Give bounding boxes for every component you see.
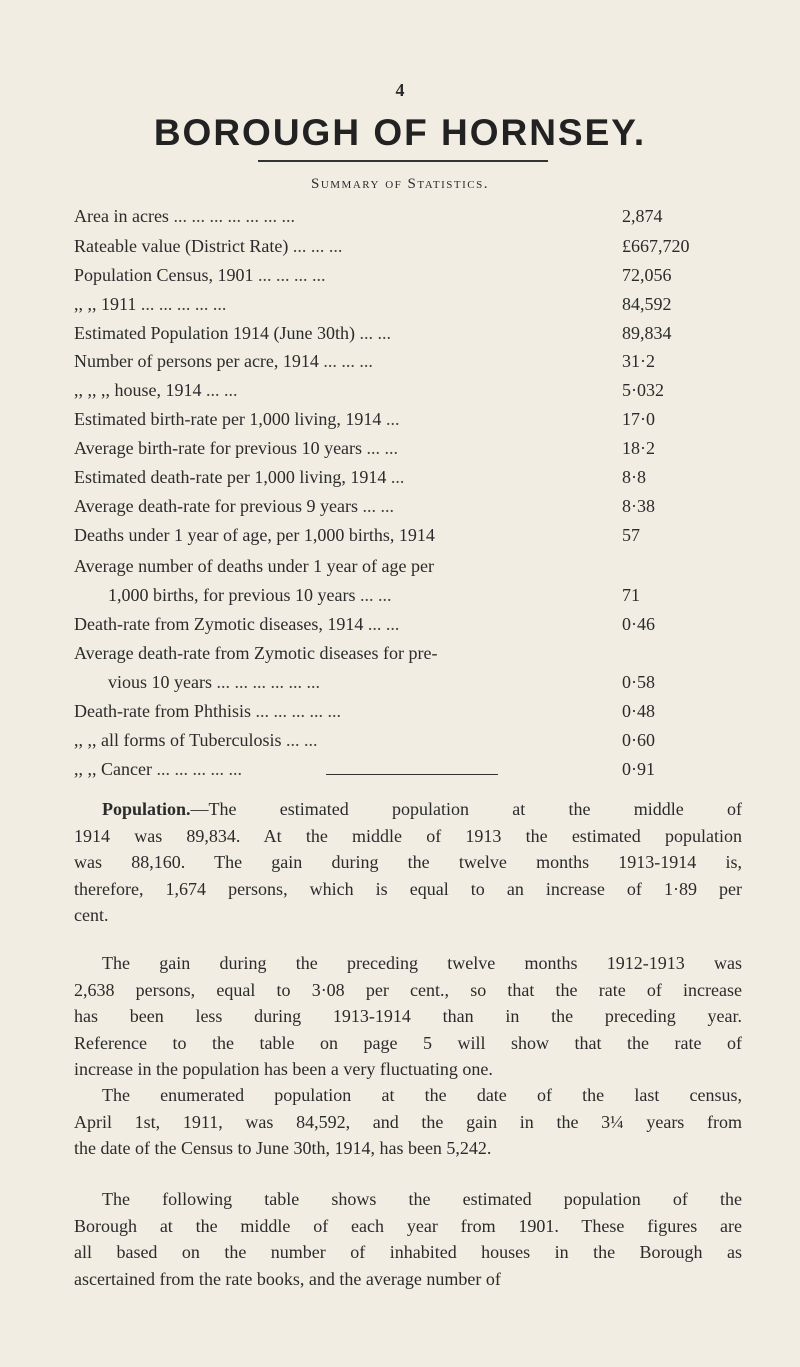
paragraph-text: the date of the Census to June 30th, 1914, has been 5,242. — [74, 1138, 492, 1158]
stat-label: Average death-rate for previous 9 years ... ... — [74, 496, 395, 516]
leader-dots: ... ... ... ... ... — [140, 294, 227, 314]
stat-value: 2,874 — [622, 206, 663, 226]
stat-label: ,, ,, all forms of Tuberculosis ... ... — [74, 730, 318, 750]
stat-value: 8·8 — [622, 467, 646, 487]
leader-dots: ... — [385, 409, 400, 429]
stat-label: ,, ,, 1911 ... ... ... ... ... — [74, 294, 227, 314]
section-subtitle: Summary of Statistics. — [310, 176, 490, 192]
paragraph — [74, 1082, 742, 1162]
stat-label: ,, ,, Cancer ... ... ... ... ... — [74, 759, 242, 779]
stat-value: 31·2 — [622, 351, 655, 371]
paragraph-line — [74, 849, 742, 876]
paragraph-text: Borough at the middle of each year from 1901. These figures are — [74, 1215, 742, 1236]
paragraph-text: —The estimated population at the middle of — [190, 799, 742, 819]
paragraph-line — [74, 876, 742, 903]
stat-value: 18·2 — [622, 438, 655, 458]
paragraph-line — [74, 1003, 742, 1030]
stat-value: 0·91 — [622, 759, 655, 779]
stat-value: 0·60 — [622, 730, 655, 750]
paragraph-line — [74, 1266, 742, 1293]
leader-dots: ... ... — [286, 730, 318, 750]
paragraph-text: 2,638 persons, equal to 3·08 per cent., so that the rate of increase — [74, 979, 742, 1000]
stat-label: Average birth-rate for previous 10 years ... ... — [74, 438, 399, 458]
stat-label: Population Census, 1901 ... ... ... ... — [74, 265, 326, 285]
leader-dots: ... ... ... ... — [258, 265, 326, 285]
paragraph-text: cent. — [74, 905, 109, 925]
stat-label: Death-rate from Phthisis ... ... ... ... ... — [74, 701, 341, 721]
paragraph — [74, 796, 742, 929]
stat-value: 57 — [622, 525, 640, 545]
page-number: 4 — [395, 80, 405, 100]
paragraph-line — [74, 796, 742, 823]
paragraph-text: has been less during 1913-1914 than in the preceding year. — [74, 1006, 742, 1026]
stat-label: 1,000 births, for previous 10 years ... ... — [108, 585, 392, 605]
leader-dots: ... ... — [367, 614, 400, 634]
paragraph-text: all based on the number of inhabited houses in the Borough as — [74, 1242, 742, 1262]
stat-label: Area in acres ... ... ... ... ... ... ... — [74, 206, 295, 226]
stat-value: £667,720 — [622, 236, 690, 256]
paragraph-line — [74, 902, 742, 929]
stat-label: Death-rate from Zymotic diseases, 1914 ... ... — [74, 614, 400, 634]
stat-label: Estimated death-rate per 1,000 living, 1914 ... — [74, 467, 405, 487]
leader-dots: ... ... ... — [323, 351, 373, 371]
leader-dots: ... ... — [206, 380, 238, 400]
leader-dots: ... ... ... ... ... — [255, 701, 341, 721]
paragraph-text: ascertained from the rate books, and the average number of — [74, 1268, 501, 1289]
paragraph-text: The following table shows the estimated population of the — [102, 1189, 742, 1209]
leader-dots: ... ... — [362, 496, 395, 516]
page-title: BOROUGH OF HORNSEY. — [153, 112, 647, 153]
paragraph-line — [74, 1186, 742, 1213]
stat-label: Rateable value (District Rate) ... ... ... — [74, 236, 343, 256]
paragraph-line — [74, 823, 742, 850]
stat-value: 0·48 — [622, 701, 655, 721]
stat-value: 89,834 — [622, 323, 672, 343]
paragraph-text: was 88,160. The gain during the twelve months 1913-1914 is, — [74, 852, 742, 872]
stat-value: 84,592 — [622, 294, 672, 314]
paragraph-line — [74, 1109, 742, 1136]
paragraph-line — [74, 977, 742, 1004]
paragraph — [74, 1186, 742, 1292]
paragraph — [74, 950, 742, 1083]
paragraph-line — [74, 1082, 742, 1109]
paragraph-text: The enumerated population at the date of the last census, — [102, 1085, 742, 1105]
leader-dots: ... ... ... ... ... ... ... — [173, 206, 295, 226]
stat-label: Deaths under 1 year of age, per 1,000 births, 1914 — [74, 525, 435, 545]
leader-dots: ... ... — [366, 438, 399, 458]
paragraph-line — [74, 1213, 742, 1240]
paragraph-text: Reference to the table on page 5 will show that the rate of — [74, 1032, 742, 1053]
leader-dots: ... ... ... — [292, 236, 343, 256]
paragraph-line — [74, 1135, 742, 1162]
leader-dots: ... ... — [359, 585, 392, 605]
leader-dots: ... ... ... ... ... ... — [216, 672, 320, 692]
leader-dots: ... — [390, 467, 405, 487]
paragraph-text: therefore, 1,674 persons, which is equal to an increase of 1·89 per — [74, 878, 742, 899]
title-divider — [258, 160, 548, 162]
stat-value: 72,056 — [622, 265, 672, 285]
stat-value: 0·58 — [622, 672, 655, 692]
stat-value: 5·032 — [622, 380, 664, 400]
leader-dots: ... ... — [359, 323, 391, 343]
stat-label: Number of persons per acre, 1914 ... ... ... — [74, 351, 373, 371]
stat-value: 8·38 — [622, 496, 655, 516]
paragraph-line — [74, 1239, 742, 1266]
paragraph-text: April 1st, 1911, was 84,592, and the gain in the 3¼ years from — [74, 1111, 742, 1132]
paragraph-text: 1914 was 89,834. At the middle of 1913 the estimated population — [74, 825, 742, 846]
stat-label: vious 10 years ... ... ... ... ... ... — [108, 672, 320, 692]
stat-label: ,, ,, ,, house, 1914 ... ... — [74, 380, 238, 400]
paragraph-line — [74, 950, 742, 977]
stat-label: Average death-rate from Zymotic diseases for pre- — [74, 643, 438, 663]
paragraph-line — [74, 1030, 742, 1057]
leader-dots: ... ... ... ... ... — [156, 759, 242, 779]
stat-value: 17·0 — [622, 409, 655, 429]
section-divider — [326, 774, 498, 775]
paragraph-line — [74, 1056, 742, 1083]
stat-value: 0·46 — [622, 614, 655, 634]
paragraph-text: The gain during the preceding twelve months 1912-1913 was — [102, 953, 742, 973]
stat-value: 71 — [622, 585, 640, 605]
paragraph-lead: Population. — [102, 799, 191, 819]
stat-label: Estimated Population 1914 (June 30th) ... ... — [74, 323, 391, 343]
paragraph-text: increase in the population has been a very fluctuating one. — [74, 1059, 493, 1079]
stat-label: Average number of deaths under 1 year of age per — [74, 556, 434, 576]
stat-label: Estimated birth-rate per 1,000 living, 1914 ... — [74, 409, 400, 429]
